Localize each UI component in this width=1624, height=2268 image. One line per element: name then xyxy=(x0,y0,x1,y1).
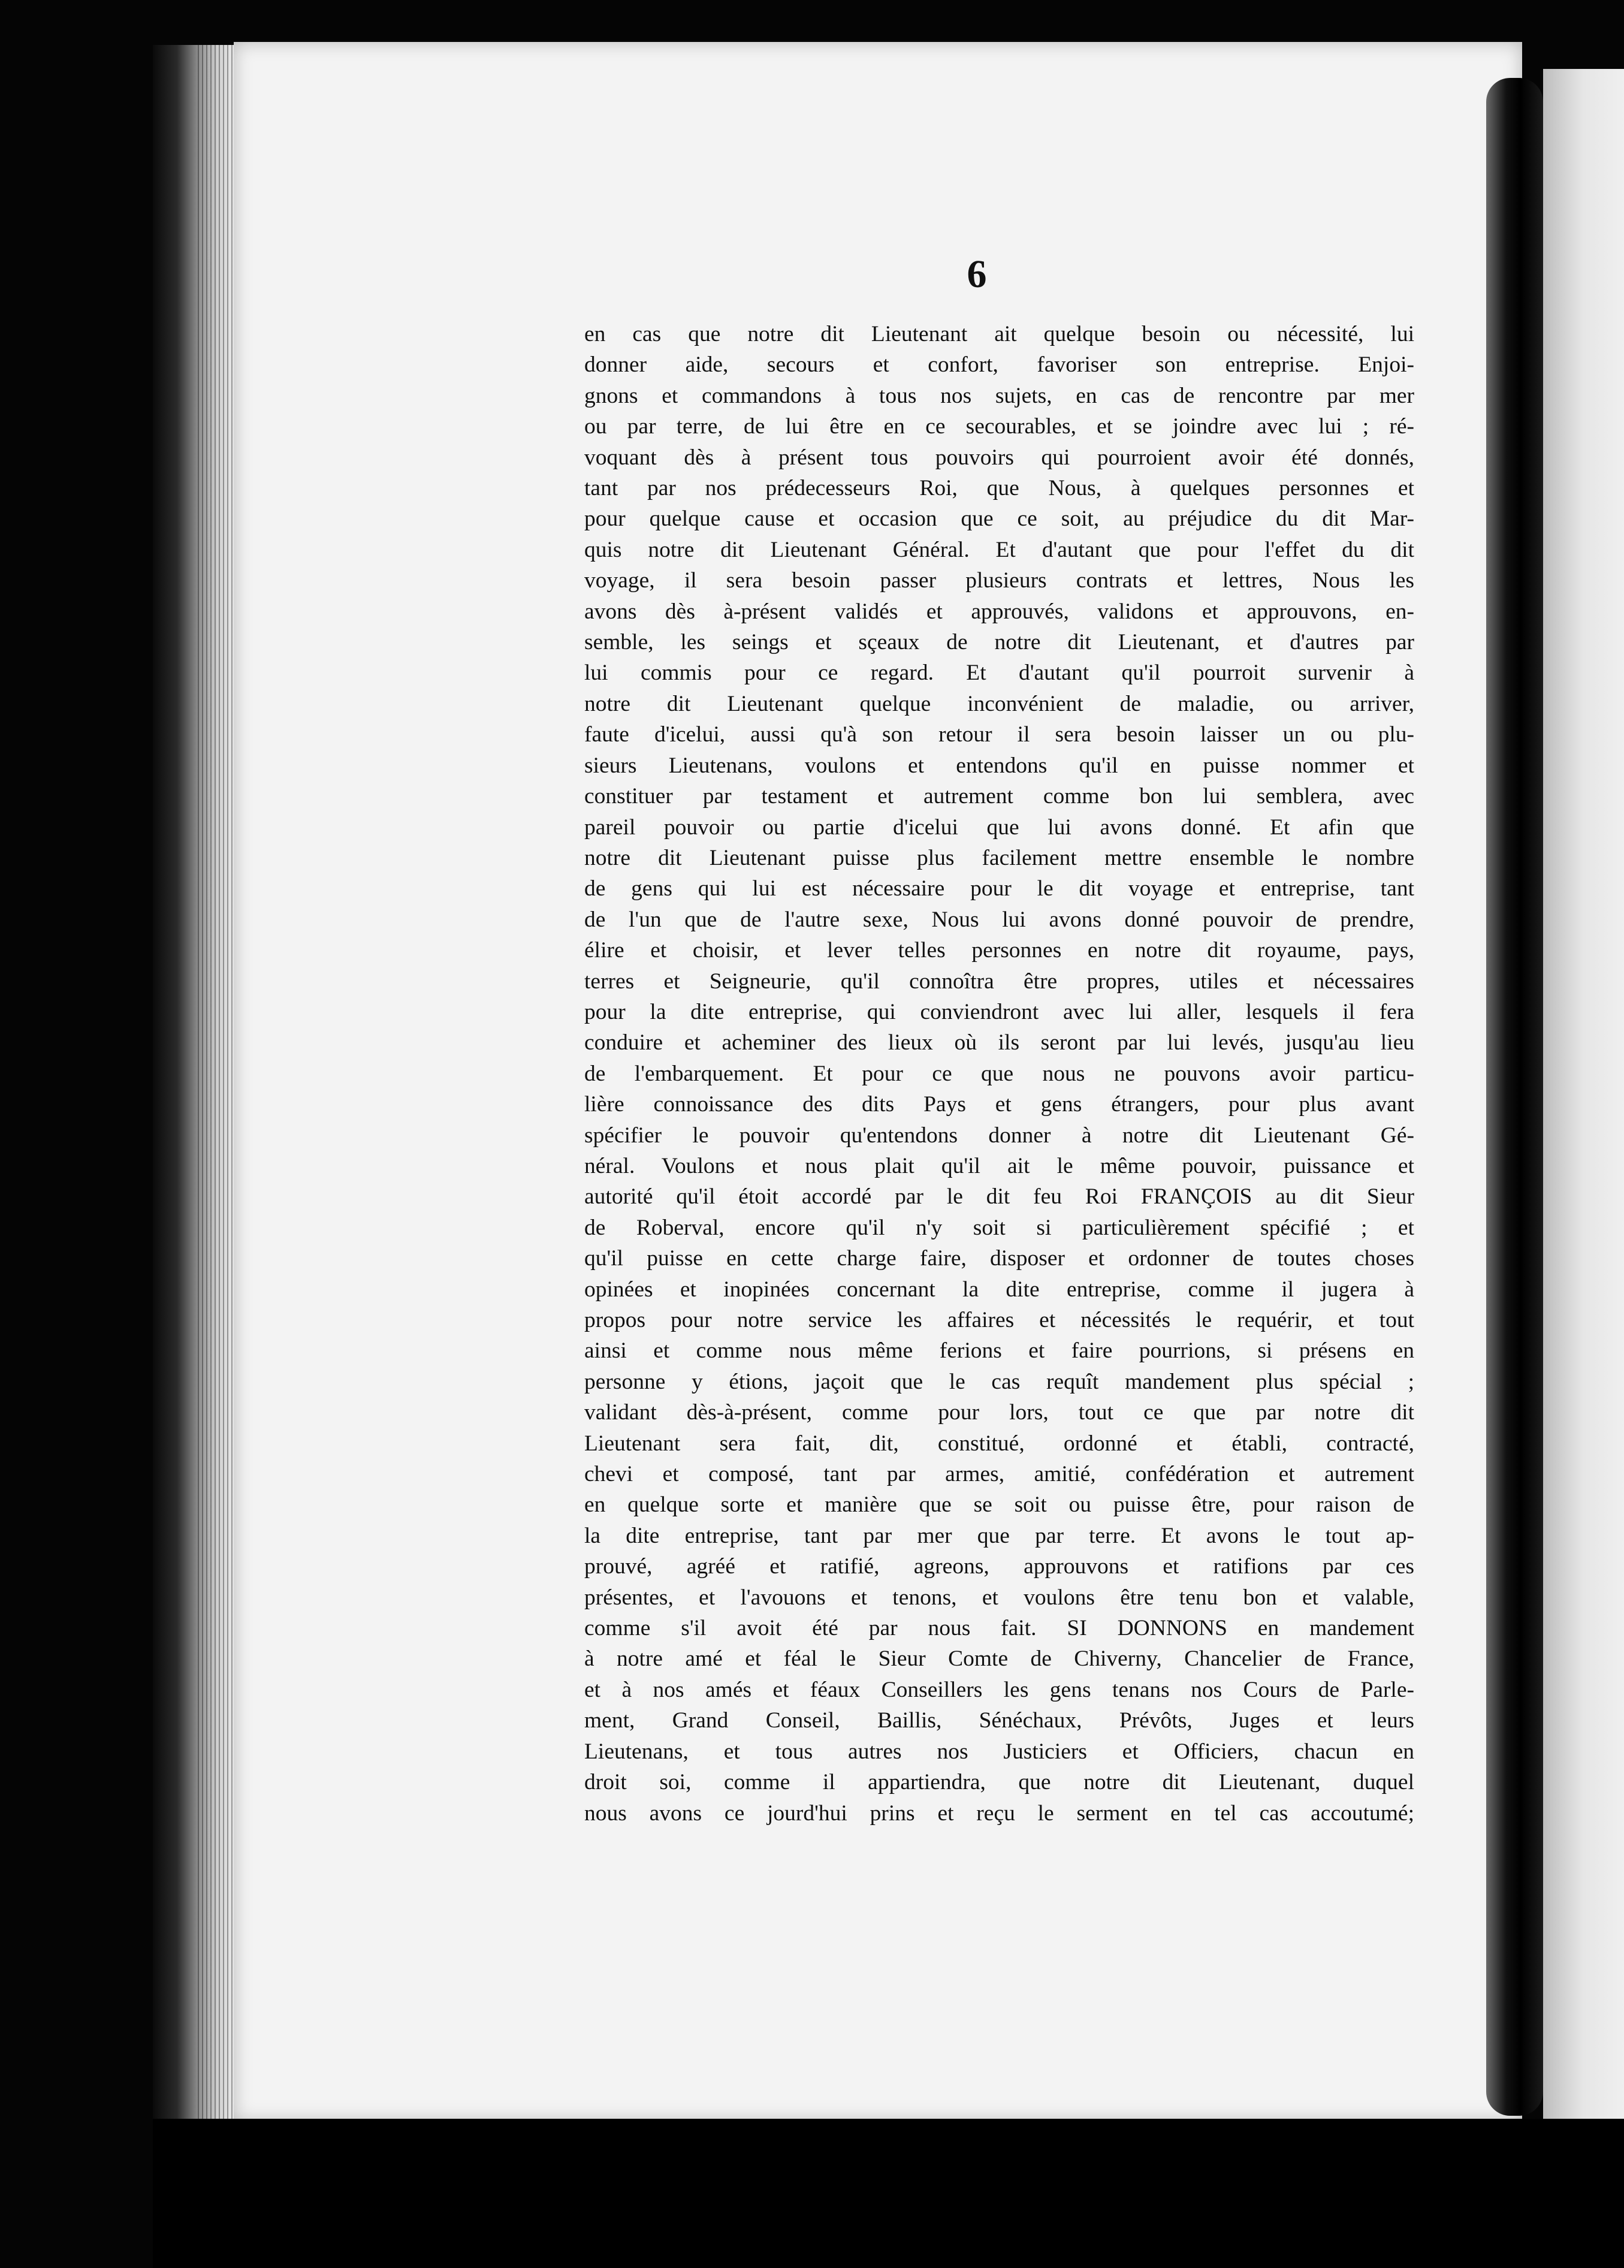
text-line: en quelque sorte et manière que se soit ou puisse être, pour raison de xyxy=(584,1492,1414,1518)
text-line: spécifier le pouvoir qu'entendons donner à notre dit Lieutenant Gé- xyxy=(584,1123,1414,1148)
text-line: autorité qu'il étoit accordé par le dit feu Roi FRANÇOIS au dit Sieur xyxy=(584,1184,1414,1210)
text-line: chevi et composé, tant par armes, amitié, confédération et autrement xyxy=(584,1462,1414,1487)
text-line: opinées et inopinées concernant la dite entreprise, comme il jugera à xyxy=(584,1277,1414,1302)
text-line: validant dès-à-présent, comme pour lors, tout ce que par notre dit xyxy=(584,1400,1414,1425)
text-line: prouvé, agréé et ratifié, agreons, approuvons et ratifions par ces xyxy=(584,1554,1414,1579)
text-line: qu'il puisse en cette charge faire, disposer et ordonner de toutes choses xyxy=(584,1246,1414,1271)
text-line: Lieutenant sera fait, dit, constitué, ordonné et établi, contracté, xyxy=(584,1431,1414,1456)
text-line: gnons et commandons à tous nos sujets, en cas de rencontre par mer xyxy=(584,383,1414,408)
text-line: présentes, et l'avouons et tenons, et voulons être tenu bon et valable, xyxy=(584,1585,1414,1610)
text-line: tant par nos prédecesseurs Roi, que Nous, à quelques personnes et xyxy=(584,476,1414,501)
next-page-edge xyxy=(1543,69,1624,2131)
text-line: conduire et acheminer des lieux où ils seront par lui levés, jusqu'au lieu xyxy=(584,1030,1414,1055)
text-line: pareil pouvoir ou partie d'icelui que lui avons donné. Et afin que xyxy=(584,815,1414,840)
text-line: voquant dès à présent tous pouvoirs qui pourroient avoir été donnés, xyxy=(584,445,1414,470)
text-line: de l'un que de l'autre sexe, Nous lui avons donné pouvoir de prendre, xyxy=(584,907,1414,932)
text-line: voyage, il sera besoin passer plusieurs contrats et lettres, Nous les xyxy=(584,568,1414,593)
text-line: notre dit Lieutenant puisse plus facilement mettre ensemble le nombre xyxy=(584,845,1414,870)
text-line: nous avons ce jourd'hui prins et reçu le serment en tel cas accoutumé; xyxy=(584,1800,1414,1826)
text-line: néral. Voulons et nous plait qu'il ait le même pouvoir, puissance et xyxy=(584,1153,1414,1178)
text-line: faute d'icelui, aussi qu'à son retour il sera besoin laisser un ou plu- xyxy=(584,722,1414,747)
text-line: lière connoissance des dits Pays et gens étrangers, pour plus avant xyxy=(584,1092,1414,1117)
book-binding-right xyxy=(1486,78,1543,2116)
text-line: en cas que notre dit Lieutenant ait quelque besoin ou nécessité, lui xyxy=(584,322,1414,346)
binding-lines xyxy=(198,45,234,2119)
body-text xyxy=(584,319,1414,1829)
text-line: lui commis pour ce regard. Et d'autant qu'il pourroit survenir à xyxy=(584,661,1414,686)
text-line: de l'embarquement. Et pour ce que nous ne pouvons avoir particu- xyxy=(584,1061,1414,1086)
page-number: 6 xyxy=(967,252,987,296)
text-line: à notre amé et féal le Sieur Comte de Chiverny, Chancelier de France, xyxy=(584,1646,1414,1672)
text-line: ment, Grand Conseil, Baillis, Sénéchaux, Prévôts, Juges et leurs xyxy=(584,1708,1414,1733)
text-line: sieurs Lieutenans, voulons et entendons qu'il en puisse nommer et xyxy=(584,753,1414,778)
text-line: droit soi, comme il appartiendra, que notre dit Lieutenant, duquel xyxy=(584,1770,1414,1795)
text-line: comme s'il avoit été par nous fait. SI DONNONS en mandement xyxy=(584,1616,1414,1641)
text-line: et à nos amés et féaux Conseillers les gens tenans nos Cours de Parle- xyxy=(584,1677,1414,1702)
text-line: pour la dite entreprise, qui conviendront avec lui aller, lesquels il fera xyxy=(584,999,1414,1024)
text-line: de gens qui lui est nécessaire pour le dit voyage et entreprise, tant xyxy=(584,876,1414,901)
text-line: propos pour notre service les affaires et nécessités le requérir, et tout xyxy=(584,1308,1414,1332)
text-line: terres et Seigneurie, qu'il connoîtra être propres, utiles et nécessaires xyxy=(584,969,1414,994)
text-line: donner aide, secours et confort, favoriser son entreprise. Enjoi- xyxy=(584,352,1414,378)
bottom-shadow xyxy=(153,2119,1624,2268)
text-line: la dite entreprise, tant par mer que par terre. Et avons le tout ap- xyxy=(584,1523,1414,1548)
text-line: Lieutenans, et tous autres nos Justiciers et Officiers, chacun en xyxy=(584,1739,1414,1764)
text-line: pour quelque cause et occasion que ce soit, au préjudice du dit Mar- xyxy=(584,506,1414,532)
text-line: avons dès à-présent validés et approuvés, validons et approuvons, en- xyxy=(584,599,1414,624)
text-line: ainsi et comme nous même ferions et faire pourrions, si présens en xyxy=(584,1338,1414,1364)
text-line: constituer par testament et autrement comme bon lui semblera, avec xyxy=(584,784,1414,809)
text-line: élire et choisir, et lever telles personnes en notre dit royaume, pays, xyxy=(584,938,1414,963)
text-line: de Roberval, encore qu'il n'y soit si particulièrement spécifié ; et xyxy=(584,1215,1414,1240)
text-line: ou par terre, de lui être en ce secourables, et se joindre avec lui ; ré- xyxy=(584,414,1414,439)
text-line: notre dit Lieutenant quelque inconvénient de maladie, ou arriver, xyxy=(584,691,1414,716)
text-line: semble, les seings et sçeaux de notre dit Lieutenant, et d'autres par xyxy=(584,630,1414,655)
text-line: quis notre dit Lieutenant Général. Et d'autant que pour l'effet du dit xyxy=(584,537,1414,562)
text-line: personne y étions, jaçoit que le cas requît mandement plus spécial ; xyxy=(584,1369,1414,1394)
